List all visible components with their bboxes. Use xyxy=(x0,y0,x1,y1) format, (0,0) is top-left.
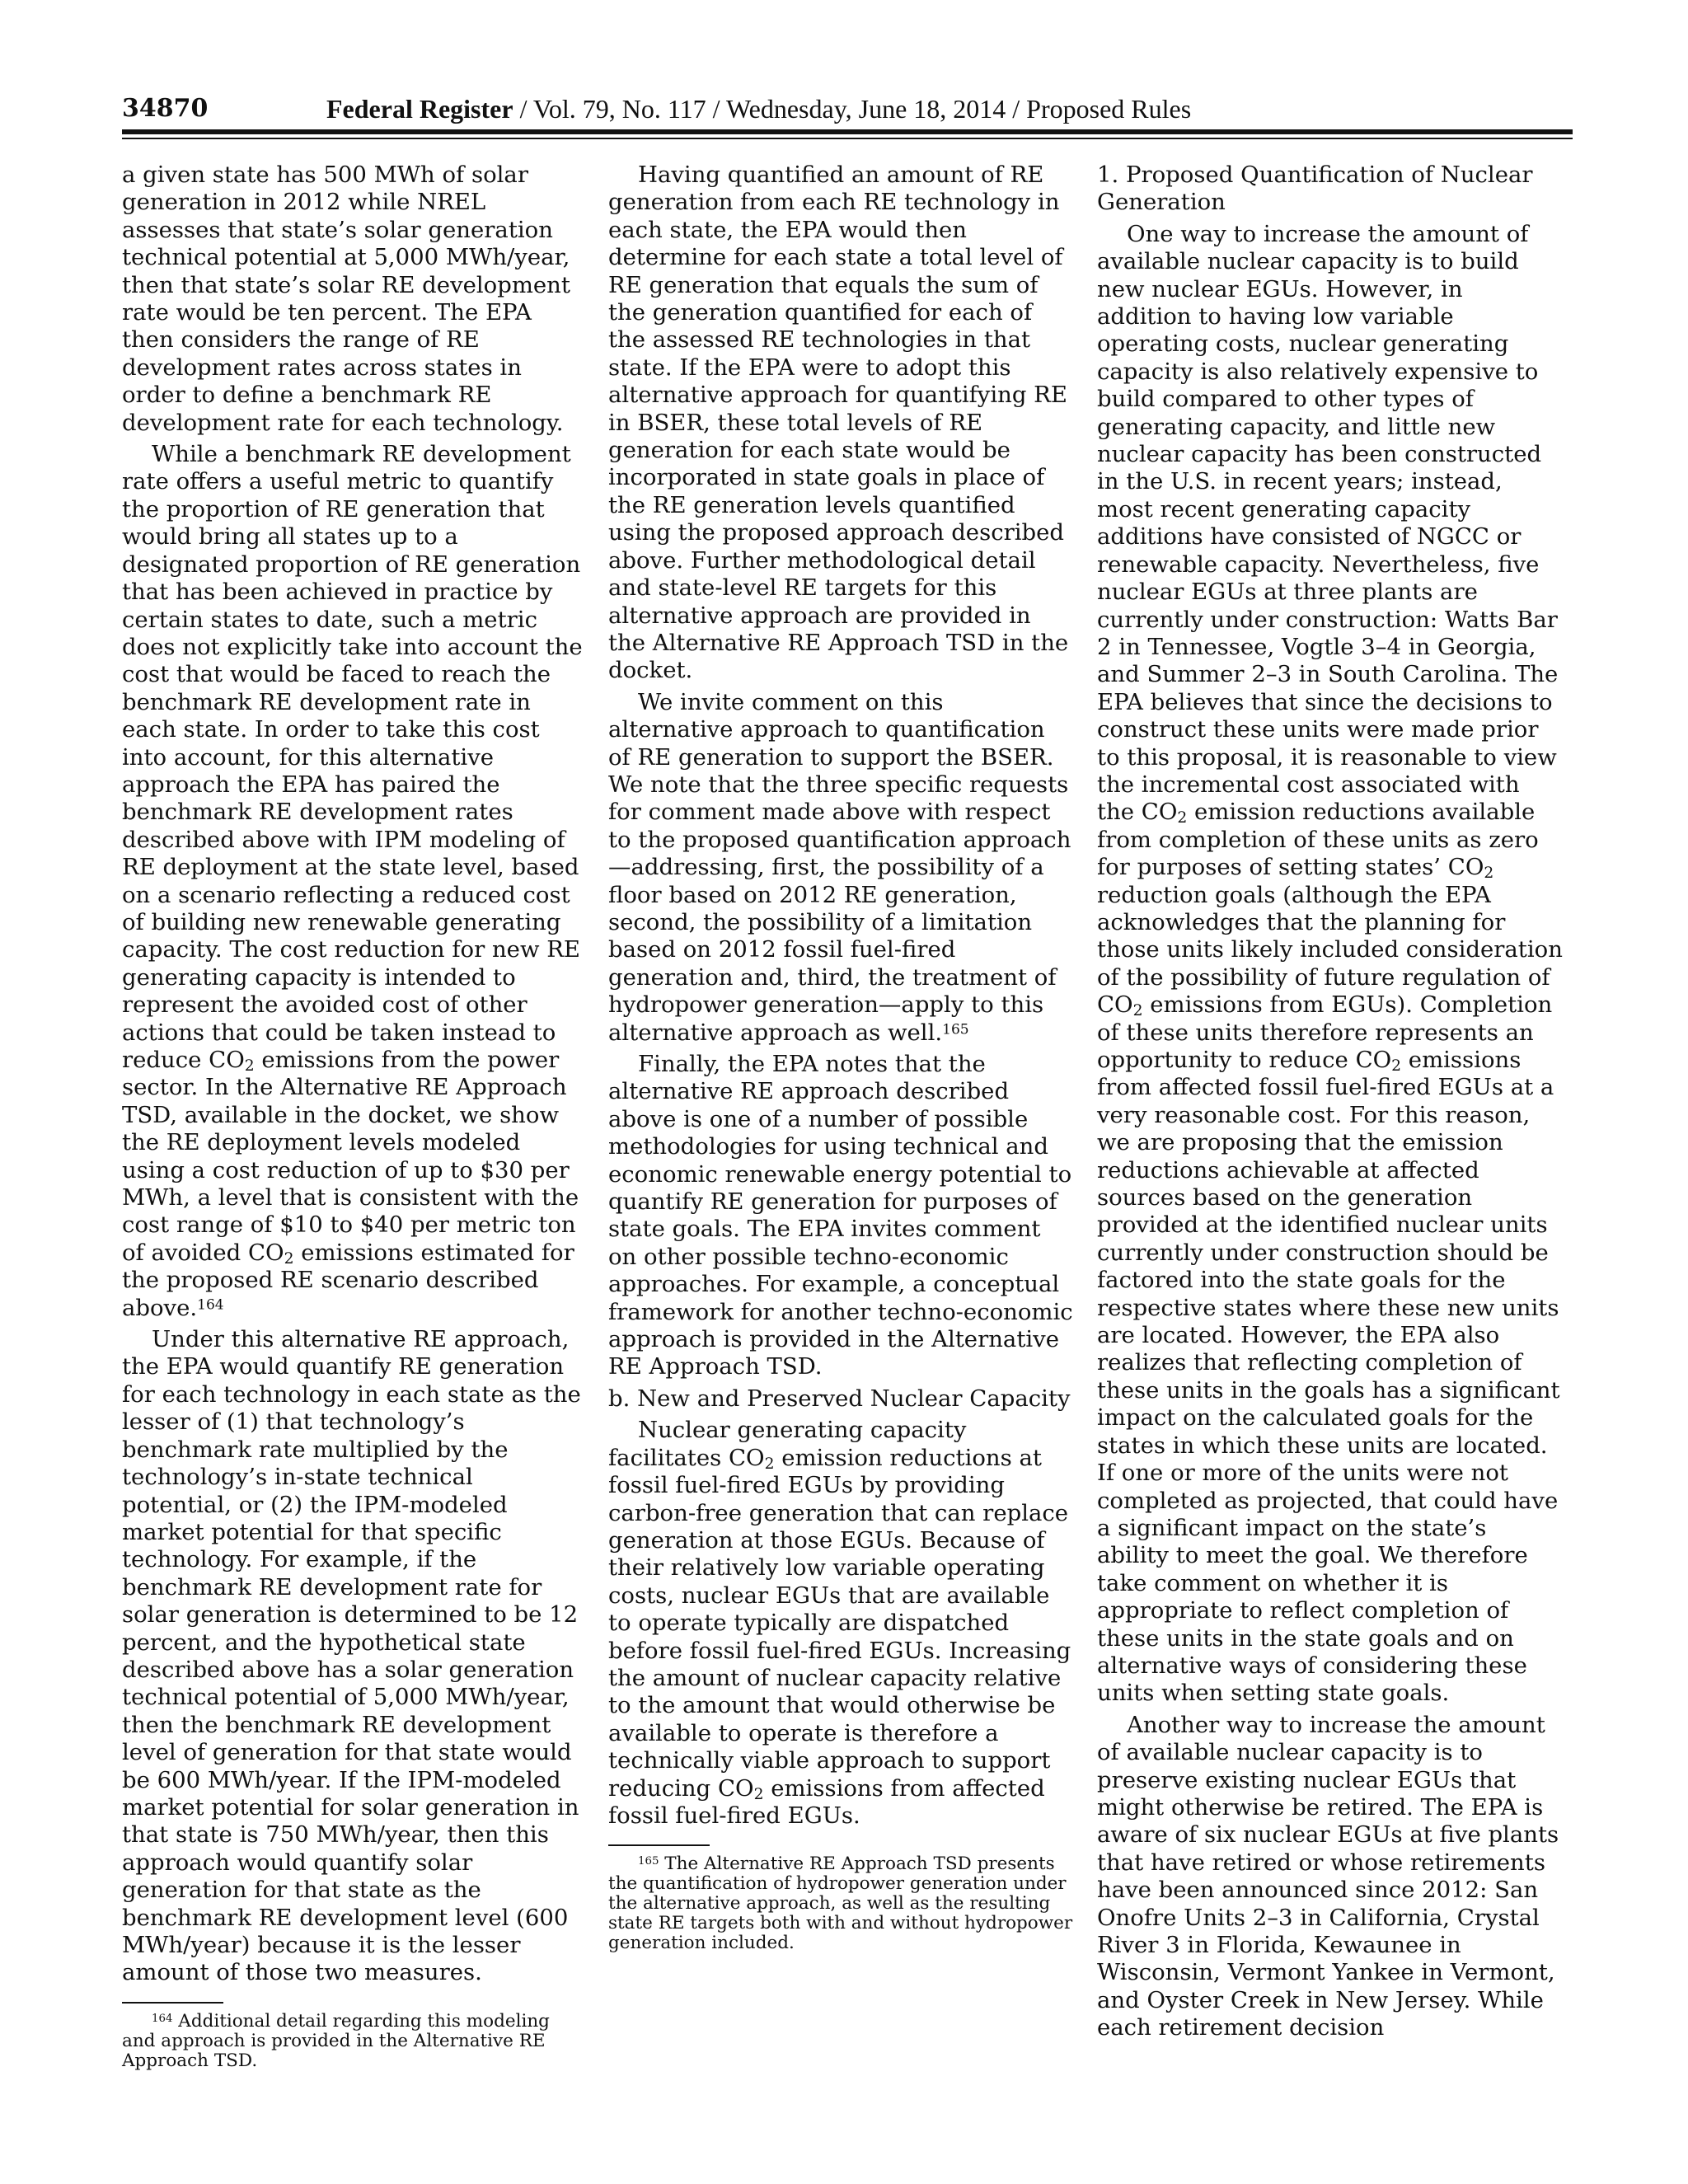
column-3 xyxy=(1097,162,1563,2046)
page-number: 34870 xyxy=(122,94,209,123)
text-run: emission reductions at fossil fuel-fired EGUs by providing carbon-free generation that can replace generation at those EGUs. Because of their relatively low variable operating costs, nuclear EGUs that are available to operate typically are dispatched before fossil fuel-fired EGUs. Increasing the amount of nuclear capacity relative to the amount that would otherwise be available to operate is therefore a technically viable approach to support reducing CO xyxy=(608,1444,1071,1802)
footnote-text: The Alternative RE Approach TSD presents the quantification of hydropower generation under the alternative approach, as well as the resulting state RE targets both with and without hydropower generation included. xyxy=(608,1854,1073,1954)
footnote-number: 164 xyxy=(152,2012,173,2025)
subscript: 2 xyxy=(1177,809,1188,827)
column-2 xyxy=(608,162,1074,1957)
footnote-164 xyxy=(122,2012,588,2071)
subscript: 2 xyxy=(244,1057,255,1076)
text-run: We invite comment on this alternative approach to quantification of RE generation to support the BSER. We note that the three specific requests for comment made above with respect to the proposed quantification approach—addressing, first, the possibility of a floor based on 2012 RE generation, second, the possibility of a limitation based on 2012 fossil fuel-fired generation and, third, the treatment of hydropower generation—apply to this alternative approach as well. xyxy=(608,688,1071,1046)
footnote-rule xyxy=(608,1844,710,1846)
subscript: 2 xyxy=(284,1249,294,1268)
header-rule-thick xyxy=(122,129,1573,134)
header-rule-thin xyxy=(122,138,1573,139)
paragraph: a given state has 500 MWh of solar generation in 2012 while NREL assesses that state’s solar generation technical potential at 5,000 MWh/year, then that state’s solar RE development rate would be ten percent. The EPA then considers the range of RE development rates across states in order to define a benchmark RE development rate for each technology. xyxy=(122,162,570,436)
text-run: One way to increase the amount of available nuclear capacity is to build new nuclear EGUs. However, in addition to having low variable operating costs, nuclear generating capacity is also relatively expensive to build compared to other types of generating capacity, and little new nuclear capacity has been constructed in the U.S. in recent years; instead, most recent generating capacity additions have consisted of NGCC or renewable capacity. Nevertheless, five nuclear EGUs at three plants are currently under construction: Watts Bar 2 in Tennessee, Vogtle 3–4 in Georgia, and Summer 2–3 in South Carolina. The EPA believes that since the decisions to construct these units were made prior to this proposal, it is reasonable to view the incremental cost associated with the CO xyxy=(1097,220,1559,826)
footnote-ref-165[interactable]: 165 xyxy=(942,1020,969,1038)
text-run: emissions estimated for the proposed RE scenario described above. xyxy=(122,1239,574,1321)
text-run: reduction goals (although the EPA acknowledges that the planning for those units likely included consideration of the possibility of future regulation of CO xyxy=(1097,881,1563,1019)
footnote-number: 165 xyxy=(638,1855,659,1868)
section-heading: b. New and Preserved Nuclear Capacity xyxy=(608,1385,1071,1412)
paragraph xyxy=(1097,221,1563,1708)
subscript: 2 xyxy=(1484,865,1494,883)
footnote-text: Additional detail regarding this modeling and approach is provided in the Alternative RE Approach TSD. xyxy=(122,2010,550,2071)
page-header xyxy=(122,89,1573,129)
text-run: emission reductions available from completion of these units as zero for purposes of setting states’ CO xyxy=(1097,799,1539,881)
paragraph xyxy=(608,1417,1074,1830)
text-run: emissions from the power sector. In the Alternative RE Approach TSD, available in the docket, we show the RE deployment levels modeled using a cost reduction of up to $30 per MWh, a level that is consistent with the cost range of $10 to $40 per metric ton of avoided CO xyxy=(122,1047,579,1266)
paragraph xyxy=(608,689,1074,1047)
section-heading: 1. Proposed Quantification of Nuclear Generation xyxy=(1097,162,1533,216)
subscript: 2 xyxy=(1132,1002,1143,1020)
footnote-ref-164[interactable]: 164 xyxy=(197,1296,224,1313)
masthead xyxy=(326,89,1479,129)
footnote-rule xyxy=(122,2002,223,2004)
text-run: emissions from affected fossil fuel-fired EGUs. xyxy=(608,1774,1045,1829)
text-run: Nuclear generating capacity facilitates CO xyxy=(608,1417,967,1471)
subscript: 2 xyxy=(753,1785,764,1803)
paragraph: Under this alternative RE approach, the EPA would quantify RE generation for each technology in each state as the lesser of (1) that technology’s benchmark rate multiplied by the technology’s in-state technical potential, or (2) the IPM-modeled market potential for that specific technology. For example, if the benchmark RE development rate for solar generation is determined to be 12 percent, and the hypothetical state described above has a solar generation technical potential of 5,000 MWh/year, then the benchmark RE development level of generation for that state would be 600 MWh/year. If the IPM-modeled market potential for solar generation in that state is 750 MWh/year, then this approach would quantify solar generation for that state as the benchmark RE development level (600 MWh/year) because it is the lesser amount of those two measures. xyxy=(122,1326,581,1986)
publication-name: Federal Register xyxy=(326,94,513,124)
subscript: 2 xyxy=(1391,1057,1402,1076)
subscript: 2 xyxy=(764,1455,775,1473)
issue-info: / Vol. 79, No. 117 / Wednesday, June 18, 2014 / Proposed Rules xyxy=(513,94,1192,124)
paragraph: Another way to increase the amount of available nuclear capacity is to preserve existing nuclear EGUs that might otherwise be retired. The EPA is aware of six nuclear EGUs at five plants that have retired or whose retirements have been announced since 2012: San Onofre Units 2–3 in California, Crystal River 3 in Florida, Kewaunee in Wisconsin, Vermont Yankee in Vermont, and Oyster Creek in New Jersey. While each retirement decision xyxy=(1097,1711,1559,2041)
paragraph xyxy=(122,441,588,1322)
paragraph: Having quantified an amount of RE generation from each RE technology in each state, the EPA would then determine for each state a total level of RE generation that equals the sum of the generation quantified for each of the assessed RE technologies in that state. If the EPA were to adopt this alternative approach for quantifying RE in BSER, these total levels of RE generation for each state would be incorporated in state goals in place of the RE generation levels quantified using the proposed approach described above. Further methodological detail and state-level RE targets for this alternative approach are provided in the Alternative RE Approach TSD in the docket. xyxy=(608,162,1069,684)
text-run: While a benchmark RE development rate offers a useful metric to quantify the proportion of RE generation that would bring all states up to a designated proportion of RE generation that has been achieved in practice by certain states to date, such a metric does not explicitly take into account the cost that would be faced to reach the benchmark RE development rate in each state. In order to take this cost into account, for this alternative approach the EPA has paired the benchmark RE development rates described above with IPM modeling of RE deployment at the state level, based on a scenario reflecting a reduced cost of building new renewable generating capacity. The cost reduction for new RE generating capacity is intended to represent the avoided cost of other actions that could be taken instead to reduce CO xyxy=(122,441,583,1073)
paragraph: Finally, the EPA notes that the alternative RE approach described above is one of a number of possible methodologies for using technical and economic renewable energy potential to quantify RE generation for purposes of state goals. The EPA invites comment on other possible techno-economic approaches. For example, a conceptual framework for another techno-economic approach is provided in the Alternative RE Approach TSD. xyxy=(608,1051,1073,1380)
footnote-165 xyxy=(608,1854,1074,1953)
column-1 xyxy=(122,162,588,2075)
text-run: emissions from EGUs). Completion of these units therefore represents an opportunity to reduce CO xyxy=(1097,991,1553,1073)
text-run: emissions from affected fossil fuel-fired EGUs at a very reasonable cost. For this reason, we are proposing that the emission reductions achievable at affected sources based on the generation provided at the identified nuclear units currently under construction should be factored into the state goals for the respective states where these new units are located. However, the EPA also realizes that reflecting completion of these units in the goals has a significant impact on the calculated goals for the states in which these units are located. If one or more of the units were not completed as projected, that could have a significant impact on the state’s ability to meet the goal. We therefore take comment on whether it is appropriate to reflect completion of these units in the state goals and on alternative ways of considering these units when setting state goals. xyxy=(1097,1047,1560,1707)
